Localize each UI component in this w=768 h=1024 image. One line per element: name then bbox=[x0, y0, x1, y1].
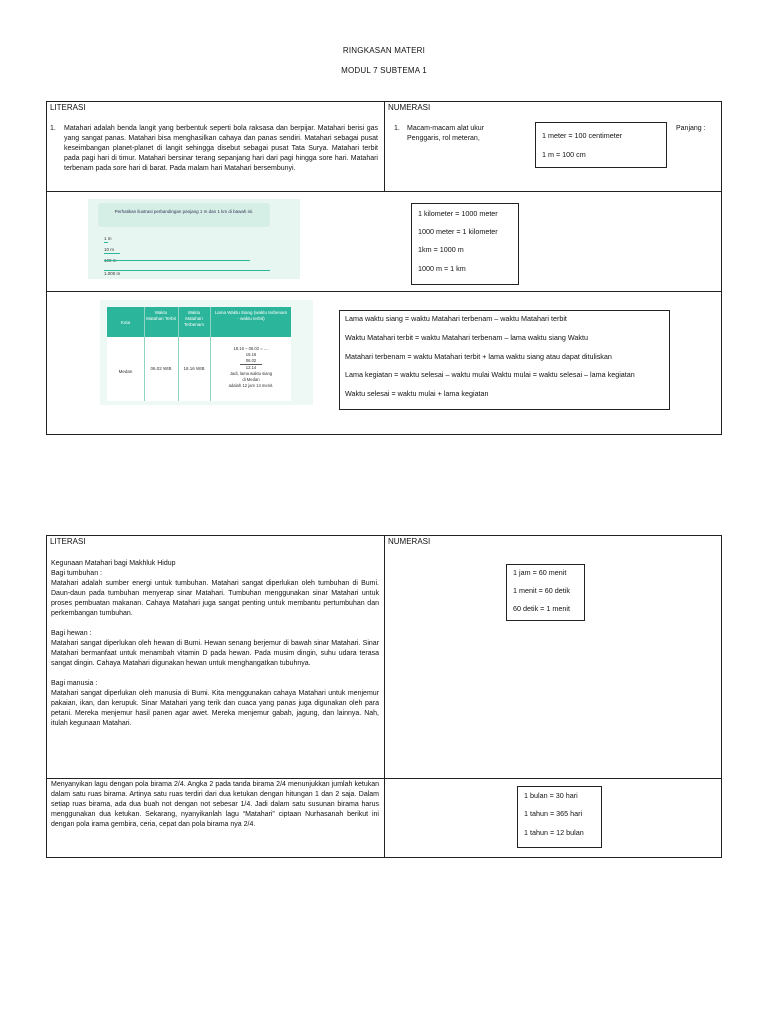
section-label: Bagi manusia : bbox=[51, 680, 98, 687]
table-divider bbox=[384, 101, 385, 191]
table-divider bbox=[46, 778, 722, 779]
scale-bar-100m bbox=[104, 260, 250, 261]
column-header: Waktu Matahari Terbit bbox=[146, 310, 176, 321]
numerasi-header: NUMERASI bbox=[388, 103, 431, 112]
column-header: Kota bbox=[120, 320, 131, 325]
list-number: 1. bbox=[50, 125, 56, 132]
kegunaan-matahari-text bbox=[51, 559, 379, 729]
lagu-birama-paragraph: Menyanyikan lagu dengan pola birama 2/4. Angka 2 pada tanda birama 2/4 menunjukkan jumlah ketukan dalam satu ruas birama. Artinya satu ruas terdiri dari dua ketukan dengan hitungan 1 dan 2 saja. Dalam setiap ruas birama, ada dua buah not dengan not sebesar 1/4. Jadi dalam satu susunan birama harus menggunakan dua ketukan. Sekarang, nyanyikanlah lagu “Matahari” ciptaan Nurhasanah berikut ini dengan pola irama gembira, ceria, cepat dan pola birama nya 2/4. bbox=[51, 781, 379, 828]
manusia-paragraph: Matahari sangat diperlukan oleh manusia di Bumi. Kita menggunakan cahaya Matahari untuk menjemur pakaian, ikan, dan kerupuk. Sinar Matahari yang terik dan cuaca yang panas juga digunakan oleh para petani. Mereka menjemur hasil panen agar awet. Mereka menjemur gabah, jagung, dan lainnya. Nah, itulah kegunaan Matahari. bbox=[51, 690, 379, 727]
table-divider bbox=[384, 535, 385, 858]
conversion-line: 1 meter = 100 centimeter bbox=[542, 131, 623, 140]
conversion-line: 1 tahun = 12 bulan bbox=[524, 828, 584, 837]
calc-line: di Medan bbox=[242, 377, 260, 382]
scale-label: 1 m bbox=[104, 236, 112, 241]
page-subtitle: MODUL 7 SUBTEMA 1 bbox=[341, 66, 427, 75]
tumbuhan-paragraph: Matahari adalah sumber energi untuk tumbuhan. Matahari sangat diperlukan oleh tumbuhan di Bumi. Daun-daun pada tumbuhan menyerap sinar Matahari. Tumbuhan menggunakan sinar Matahari untuk proses pembuatan makanan. Cahaya Matahari juga sangat penting untuk membantu pertumbuhan dan perkembangan tumbuhan. bbox=[51, 580, 379, 617]
hewan-paragraph: Matahari sangat diperlukan oleh hewan di Bumi. Hewan senang berjemur di bawah sinar Matahari. Sinar Matahari bermanfaat untuk menambah vitamin D pada hewan. Pada musim dingin, suhu udara terasa sangat dingin. Cahaya Matahari digunakan hewan untuk menghangatkan tubuhnya. bbox=[51, 640, 379, 667]
calc-line: 06.02 bbox=[240, 358, 262, 365]
section-label: Bagi tumbuhan : bbox=[51, 570, 102, 577]
kilometer-conversion-box bbox=[411, 203, 519, 285]
illustration-title-panel bbox=[98, 203, 270, 227]
date-conversion-box bbox=[517, 786, 602, 848]
scale-label: 1.000 m bbox=[104, 271, 121, 276]
section-label: Bagi hewan : bbox=[51, 630, 92, 637]
table-cell-city: Medan bbox=[118, 369, 133, 374]
scale-bar-1m bbox=[104, 242, 108, 243]
conversion-line: 60 detik = 1 menit bbox=[513, 604, 570, 613]
table-cell-calculation bbox=[214, 346, 288, 389]
daylight-duration-table-image bbox=[100, 300, 313, 405]
calc-line: Jadi, lama waktu siang bbox=[229, 371, 273, 376]
formula-line: Matahari terbenam = waktu Matahari terbit + lama waktu siang atau dapat dituliskan bbox=[345, 352, 612, 361]
conversion-line: 1 bulan = 30 hari bbox=[524, 791, 578, 800]
formula-line: Lama kegiatan = waktu selesai – waktu mulai Waktu mulai = waktu selesai – lama kegiatan bbox=[345, 370, 635, 379]
list-number: 1. bbox=[394, 125, 400, 132]
conversion-line: 1 m = 100 cm bbox=[542, 150, 586, 159]
numerasi-header: NUMERASI bbox=[388, 537, 431, 546]
table-cell-sunset: 18.16 WIB bbox=[183, 366, 205, 371]
column-header: Lama Waktu Siang (waktu terbenam - waktu terbit) bbox=[214, 310, 288, 321]
column-divider bbox=[144, 307, 145, 401]
measuring-tools-item: Macam-macam alat ukur bbox=[407, 125, 485, 132]
time-formula-box bbox=[339, 310, 670, 410]
scale-bar-10m bbox=[104, 253, 120, 254]
scale-label: 100 m bbox=[104, 258, 117, 263]
conversion-line: 1000 m = 1 km bbox=[418, 264, 466, 273]
column-divider bbox=[210, 307, 211, 401]
literasi-header: LITERASI bbox=[50, 103, 86, 112]
formula-line: Waktu selesai = waktu mulai + lama kegiatan bbox=[345, 389, 489, 398]
matahari-description: Matahari adalah benda langit yang berbentuk seperti bola raksasa dan berpijar. Matahari berisi gas yang sangat panas. Matahari bisa menghasilkan cahaya dan panas sendiri. Matahari sebagai pusat keseimbangan planet-planet di langit sehingga disebut sebagai pusat Tata Surya. Matahari terbit pada pagi hari di timur. Matahari bersinar terang sepanjang hari dari pagi hingga sore hari. Matahari terbenam pada sore hari di barat. Pada malam hari Matahari bersembunyi. bbox=[64, 125, 378, 172]
calc-line: 12.14 bbox=[245, 365, 257, 370]
scale-bar-1000m bbox=[104, 270, 270, 271]
column-header: Waktu Matahari Terbenam bbox=[183, 310, 204, 327]
conversion-line: 1 tahun = 365 hari bbox=[524, 809, 583, 818]
formula-line: Lama waktu siang = waktu Matahari terbenam – waktu Matahari terbit bbox=[345, 314, 567, 323]
conversion-line: 1km = 1000 m bbox=[418, 245, 464, 254]
conversion-line: 1 jam = 60 menit bbox=[513, 568, 567, 577]
scale-label: 10 m bbox=[104, 247, 115, 252]
meter-conversion-box bbox=[535, 122, 667, 168]
conversion-line: 1 menit = 60 detik bbox=[513, 586, 570, 595]
page-title: RINGKASAN MATERI bbox=[342, 46, 426, 55]
length-comparison-illustration bbox=[88, 199, 300, 279]
time-conversion-box bbox=[506, 564, 585, 621]
section-title: Kegunaan Matahari bagi Makhluk Hidup bbox=[51, 560, 176, 567]
conversion-line: 1000 meter = 1 kilometer bbox=[418, 227, 498, 236]
calc-line: adalah 12 jam 14 menit. bbox=[228, 383, 274, 388]
panjang-label: Panjang : bbox=[676, 125, 706, 132]
illustration-title: Perhatikan ilustrasi perbandingan panjang 1 m dan 1 km di bawah ini. bbox=[114, 209, 254, 214]
table-divider bbox=[46, 191, 722, 192]
literasi-header: LITERASI bbox=[50, 537, 86, 546]
table-cell-sunrise: 06.02 WIB bbox=[150, 366, 172, 371]
calc-line: 18.16 – 06.02 = .... bbox=[233, 346, 269, 351]
formula-line: Waktu Matahari terbit = waktu Matahari terbenam – lama waktu siang Waktu bbox=[345, 333, 588, 342]
conversion-line: 1 kilometer = 1000 meter bbox=[418, 209, 498, 218]
table-divider bbox=[46, 291, 722, 292]
calc-line: 18.16 bbox=[245, 352, 257, 357]
measuring-tools-list: Penggaris, rol meteran, bbox=[407, 135, 480, 142]
